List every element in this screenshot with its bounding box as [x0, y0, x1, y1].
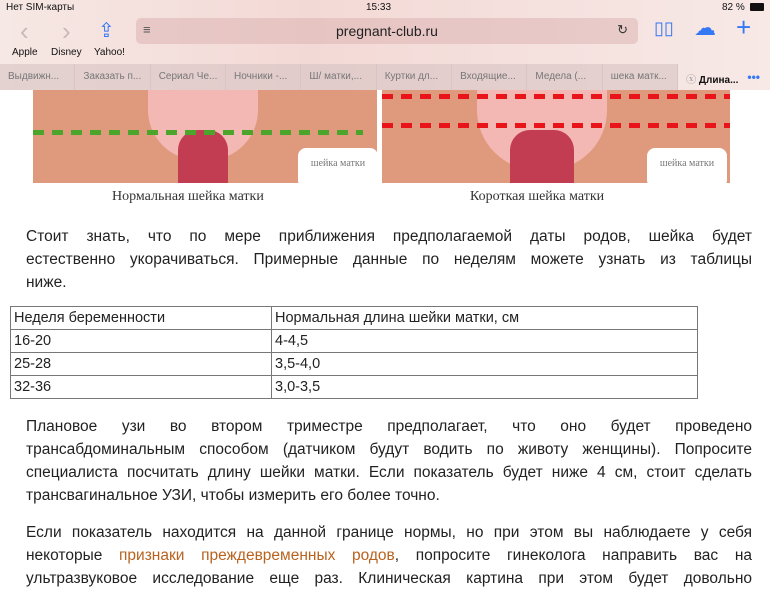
cell: 3,5-4,0	[272, 353, 698, 376]
cell: 4-4,5	[272, 330, 698, 353]
short-caption: Короткая шейка матки	[470, 189, 605, 204]
header-cell: Нормальная длина шейки матки, см	[272, 307, 698, 330]
text-line: специалиста посчитать длину шейки матки. Если показатель будет ниже 4 см, стоит сделать	[26, 464, 752, 481]
more-tabs-icon[interactable]: •••	[747, 70, 760, 84]
normal-cervix-image	[33, 90, 377, 183]
forward-button[interactable]: ›	[62, 16, 71, 46]
battery-icon	[750, 3, 764, 11]
tab-bar	[0, 64, 770, 90]
text-line: трансабдоминальным способом (датчиком будут водить по животу женщины). Попросите	[26, 441, 752, 458]
bookmark-apple[interactable]: Apple	[12, 47, 38, 58]
cell: 32-36	[11, 376, 272, 399]
tab-active-label: Длина...	[698, 75, 739, 86]
table-row	[11, 330, 698, 353]
table-row	[11, 353, 698, 376]
battery-level: 82 %	[722, 2, 745, 13]
text-line: естественно укорачиваться. Примерные данные по неделям можете узнать из таблицы	[26, 251, 752, 268]
label-bubble: шейка матки	[647, 148, 727, 183]
text: некоторые	[26, 547, 120, 564]
text-line: Если показатель находится на данной границе нормы, но при этом вы наблюдаете у себя	[26, 524, 752, 541]
normal-level-line	[33, 130, 363, 135]
label-bubble: шейка матки	[298, 148, 377, 183]
text-line: ниже.	[26, 274, 67, 291]
table-row	[11, 376, 698, 399]
tab[interactable]: Сериал Че...	[151, 64, 226, 90]
bookmark-yahoo[interactable]: Yahoo!	[94, 47, 125, 58]
back-button[interactable]: ‹	[20, 16, 29, 46]
short-level-line-top	[382, 94, 730, 99]
tab[interactable]: Ш/ матки,...	[301, 64, 376, 90]
clock: 15:33	[366, 2, 392, 13]
text-line	[26, 544, 752, 567]
text-line: Плановое узи во втором триместре предполагает, что оно будет проведено	[26, 418, 752, 435]
paragraph-ultrasound	[26, 415, 752, 507]
paragraph-borderline	[26, 521, 752, 590]
new-tab-button[interactable]: +	[736, 12, 752, 42]
table-header-row	[11, 307, 698, 330]
tab[interactable]: Куртки дл...	[377, 64, 452, 90]
short-cervix-image	[382, 90, 730, 183]
tab[interactable]: Заказать п...	[75, 64, 150, 90]
share-icon[interactable]: ⇪	[98, 20, 115, 42]
text-line: ультразвуковое исследование еще раз. Клиническая картина при этом будет довольно	[26, 570, 752, 587]
header-cell: Неделя беременности	[11, 307, 272, 330]
text: , попросите гинеколога направить вас на	[394, 547, 752, 564]
tab[interactable]: Выдвижн...	[0, 64, 75, 90]
tab[interactable]: Медела (...	[527, 64, 602, 90]
url-text: pregnant-club.ru	[336, 23, 438, 39]
short-level-line-bottom	[382, 123, 730, 128]
carrier: Нет SIM-карты	[6, 2, 75, 13]
cell: 16-20	[11, 330, 272, 353]
normal-caption: Нормальная шейка матки	[112, 189, 264, 204]
cervix-length-table	[10, 306, 698, 399]
reload-icon[interactable]: ↻	[617, 22, 628, 37]
premature-birth-signs-link[interactable]: признаки преждевременных родов	[119, 547, 395, 564]
tab[interactable]: Входящие...	[452, 64, 527, 90]
cell: 3,0-3,5	[272, 376, 698, 399]
paragraph-intro	[26, 225, 752, 294]
close-tab-icon[interactable]: ⓧ	[686, 75, 699, 86]
cell: 25-28	[11, 353, 272, 376]
tab[interactable]: Ночники -...	[226, 64, 301, 90]
tab[interactable]: шека матк...	[603, 64, 678, 90]
text-line: Стоит знать, что по мере приближения предполагаемой даты родов, шейка будет	[26, 228, 752, 245]
text-line: трансвагинальное УЗИ, чтобы измерить его более точно.	[26, 487, 440, 504]
browser-chrome	[0, 0, 770, 90]
cloud-tabs-icon[interactable]: ☁	[694, 15, 716, 40]
reader-icon[interactable]: ≡	[143, 22, 151, 37]
address-bar[interactable]	[136, 18, 638, 44]
bookmarks-icon[interactable]: ▯▯	[654, 18, 674, 38]
bookmark-disney[interactable]: Disney	[51, 47, 82, 58]
